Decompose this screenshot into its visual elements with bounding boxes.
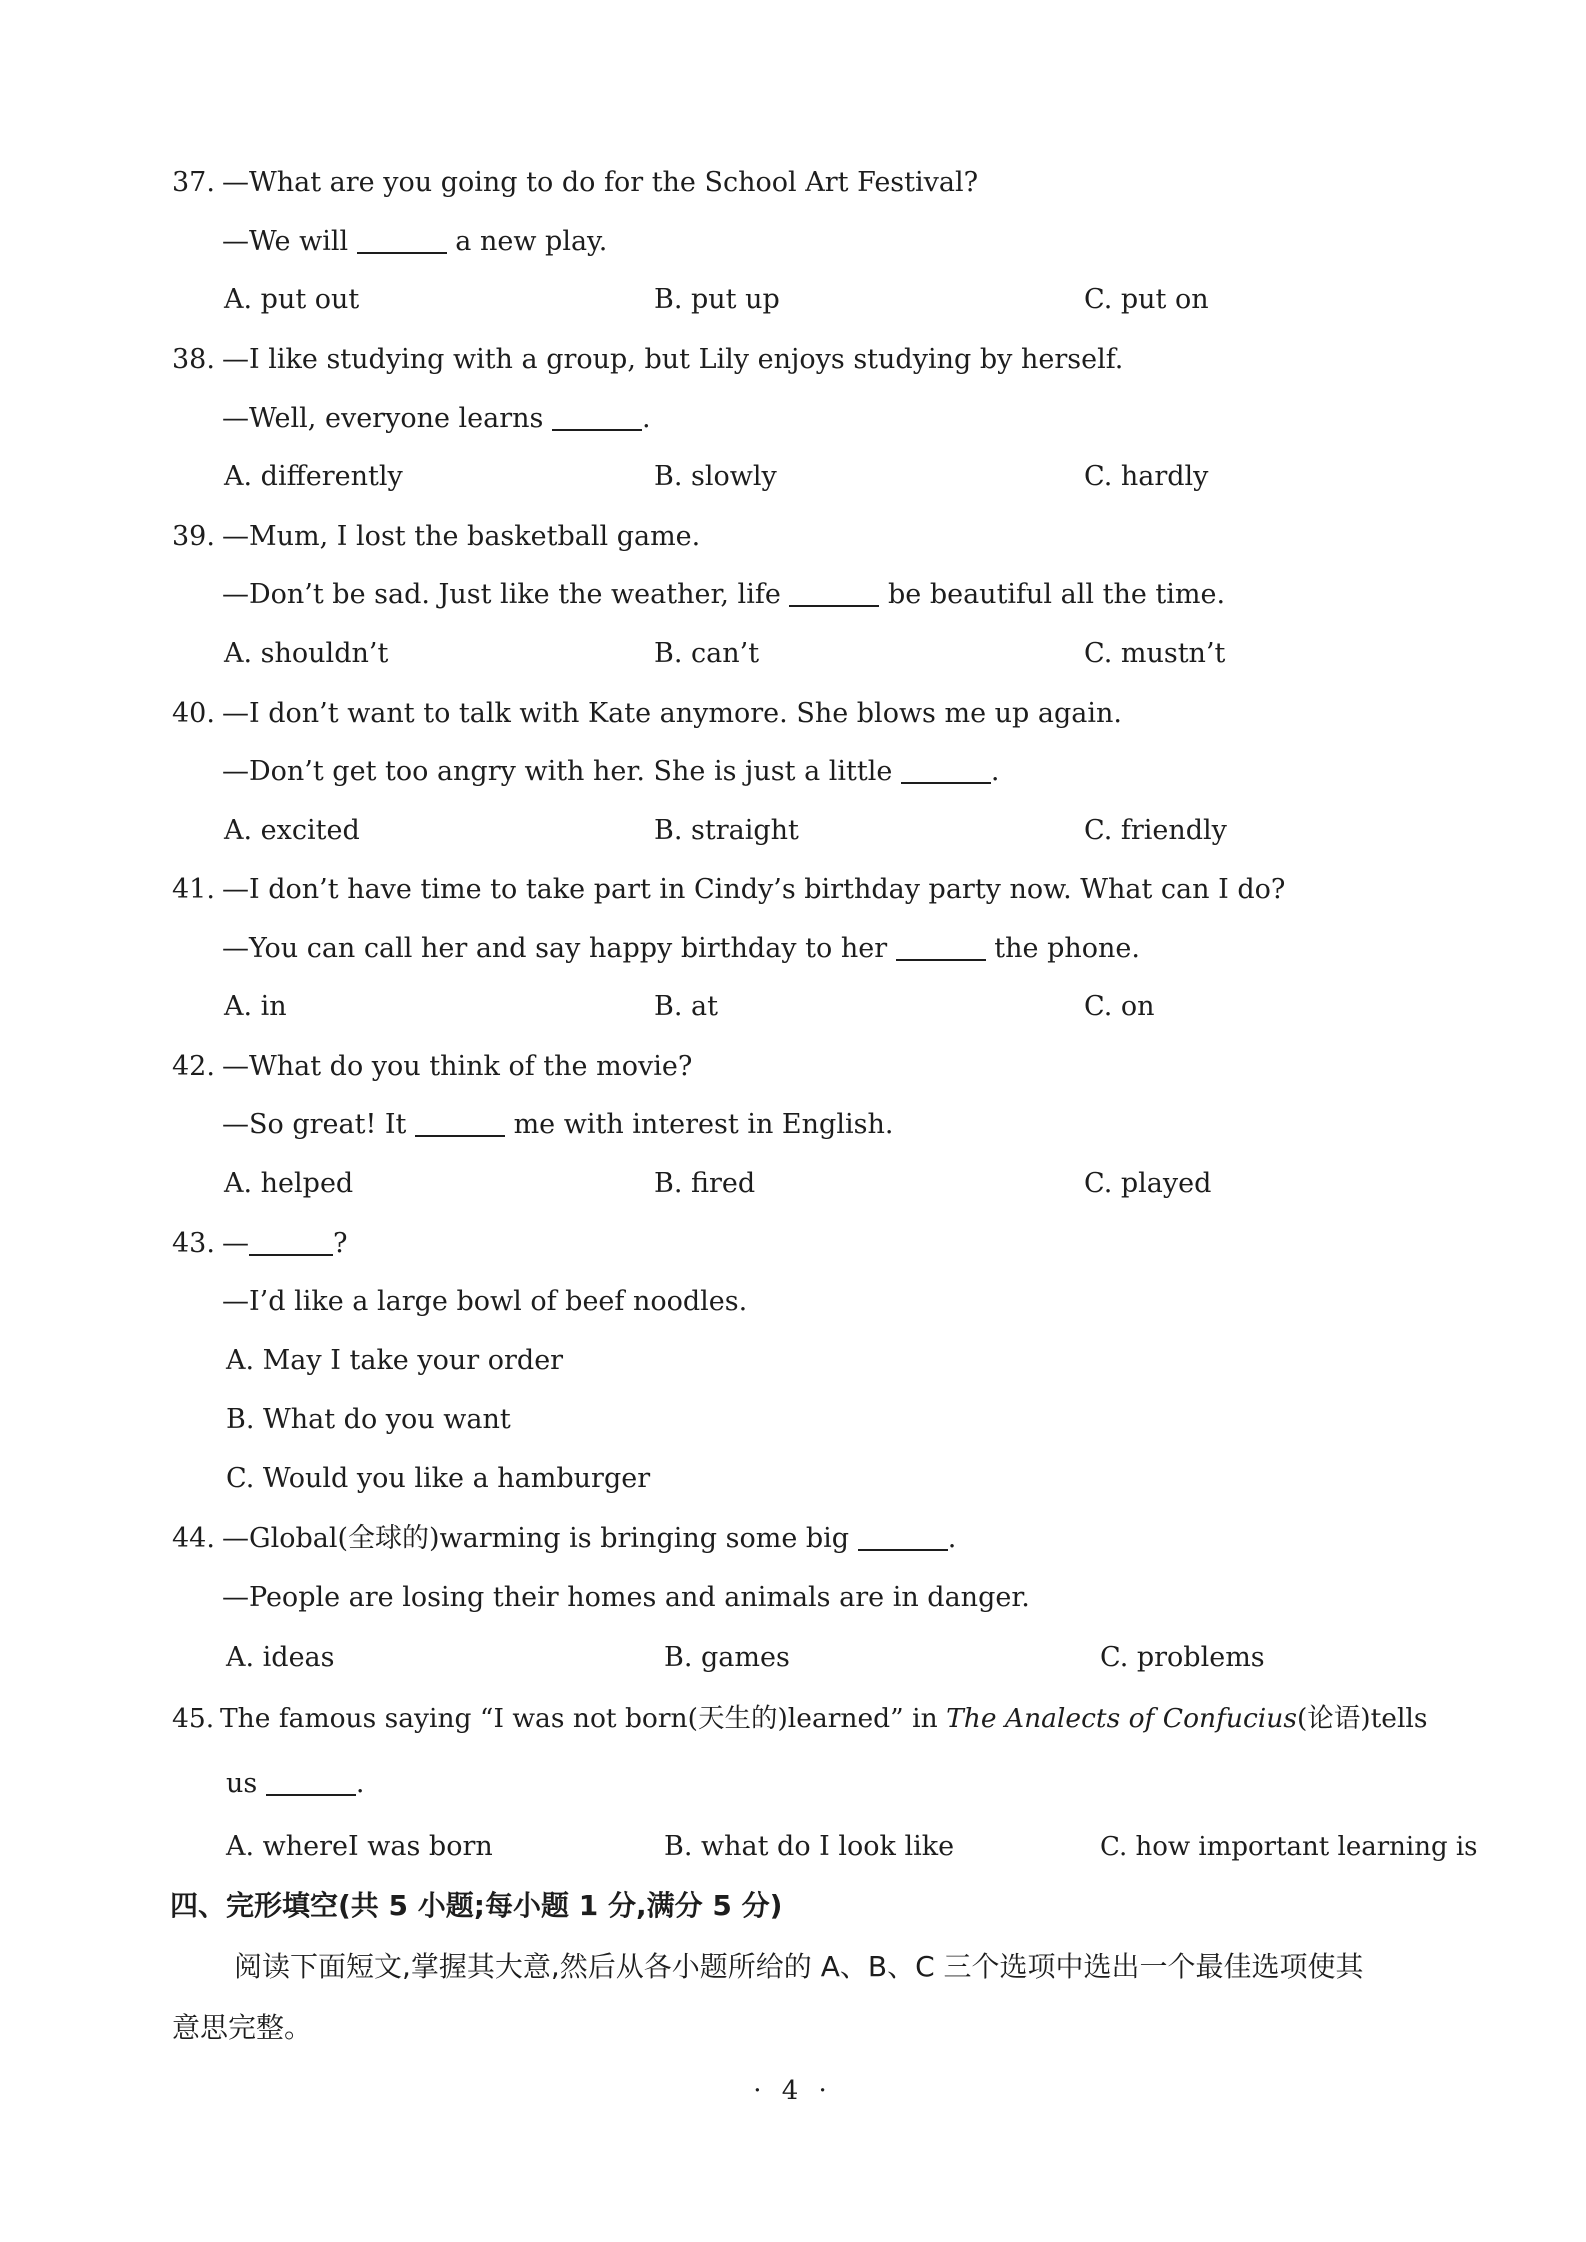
response-text: —People are losing their homes and animals are in danger. — [222, 1582, 1030, 1613]
option-c: C. mustn’t — [1084, 638, 1226, 669]
response-text-before: —We will — [222, 226, 357, 257]
answer-blank — [901, 756, 991, 784]
answer-blank — [415, 1109, 505, 1137]
response-text-after: . — [990, 756, 1000, 787]
option-c: C. hardly — [1084, 461, 1209, 492]
question-number: 43. — [172, 1228, 215, 1259]
response-text-after: the phone. — [985, 933, 1140, 964]
question-prompt: —Mum, I lost the basketball game. — [222, 521, 701, 552]
answer-blank — [896, 933, 986, 961]
option-a: A. May I take your order — [226, 1345, 564, 1376]
response-text-after: . — [642, 403, 651, 434]
question-prompt: —I don’t have time to take part in Cindy’s birthday party now. What can I do? — [222, 874, 1286, 905]
option-a: A. shouldn’t — [224, 638, 389, 669]
response-text-before: —Don’t get too angry with her. She is just a little — [222, 756, 901, 787]
question-text-before: — — [222, 1228, 249, 1259]
option-a: A. excited — [224, 815, 360, 846]
option-b: B. slowly — [654, 461, 777, 492]
option-c: C. played — [1084, 1168, 1212, 1199]
answer-blank — [552, 403, 642, 431]
question-number: 38. — [172, 344, 215, 375]
response-text-after: a new play. — [446, 226, 608, 257]
question-number: 39. — [172, 521, 215, 552]
question-text-before: us — [226, 1768, 266, 1799]
response-text: —I’d like a large bowl of beef noodles. — [222, 1286, 748, 1317]
response-text-before: —Well, everyone learns — [222, 403, 552, 434]
option-c: C. friendly — [1084, 815, 1227, 846]
option-c: C. problems — [1100, 1642, 1265, 1673]
option-a: A. helped — [224, 1168, 354, 1199]
response-text-before: —So great! It — [222, 1109, 415, 1140]
answer-blank — [357, 226, 447, 254]
option-b: B. fired — [654, 1168, 756, 1199]
option-b: B. can’t — [654, 638, 760, 669]
option-b: B. games — [664, 1642, 790, 1673]
answer-blank — [249, 1228, 333, 1256]
book-title: The Analects of Confucius — [946, 1703, 1297, 1734]
question-number: 42. — [172, 1051, 215, 1082]
question-text-before: The famous saying “I was not born(天生的)learned” in — [220, 1703, 947, 1734]
option-b: B. at — [654, 991, 718, 1022]
option-a: A. differently — [224, 461, 403, 492]
option-a: A. in — [224, 991, 287, 1022]
option-a: A. put out — [224, 284, 360, 315]
question-number: 40. — [172, 698, 215, 729]
question-number: 37. — [172, 167, 215, 198]
question-text-after: (论语)tells — [1296, 1703, 1428, 1734]
section-instruction-continued: 意思完整。 — [172, 2011, 313, 2044]
page-number: · 4 · — [753, 2076, 833, 2106]
question-text-before: —Global(全球的)warming is bringing some big — [222, 1523, 858, 1554]
answer-blank — [858, 1523, 948, 1551]
question-text-after: . — [947, 1523, 957, 1554]
question-prompt: —What do you think of the movie? — [222, 1051, 693, 1082]
section-heading: 四、完形填空(共 5 小题;每小题 1 分,满分 5 分) — [170, 1889, 783, 1922]
question-number: 41. — [172, 874, 215, 905]
option-c: C. put on — [1084, 284, 1209, 315]
question-text-after: ? — [333, 1228, 348, 1259]
question-number: 45. — [172, 1703, 215, 1734]
option-b: B. What do you want — [226, 1404, 511, 1435]
option-c: C. Would you like a hamburger — [226, 1463, 651, 1494]
response-text-before: —Don’t be sad. Just like the weather, life — [222, 579, 790, 610]
question-number: 44. — [172, 1523, 215, 1554]
response-text-after: be beautiful all the time. — [879, 579, 1226, 610]
question-prompt: —I like studying with a group, but Lily enjoys studying by herself. — [222, 344, 1124, 375]
question-prompt: —What are you going to do for the School Art Festival? — [222, 167, 979, 198]
option-c: C. how important learning is — [1100, 1832, 1478, 1862]
answer-blank — [266, 1768, 356, 1796]
response-text-after: me with interest in English. — [504, 1109, 894, 1140]
option-a: A. ideas — [226, 1642, 335, 1673]
option-c: C. on — [1084, 991, 1155, 1022]
option-b: B. put up — [654, 284, 780, 315]
question-prompt: —I don’t want to talk with Kate anymore. She blows me up again. — [222, 698, 1123, 729]
answer-blank — [789, 579, 879, 607]
response-text-before: —You can call her and say happy birthday to her — [222, 933, 896, 964]
option-b: B. what do I look like — [664, 1831, 955, 1862]
option-b: B. straight — [654, 815, 799, 846]
question-text-after: . — [355, 1768, 365, 1799]
option-a: A. whereI was born — [226, 1831, 493, 1862]
section-instruction: 阅读下面短文,掌握其大意,然后从各小题所给的 A、B、C 三个选项中选出一个最佳选项使其 — [234, 1950, 1364, 1983]
